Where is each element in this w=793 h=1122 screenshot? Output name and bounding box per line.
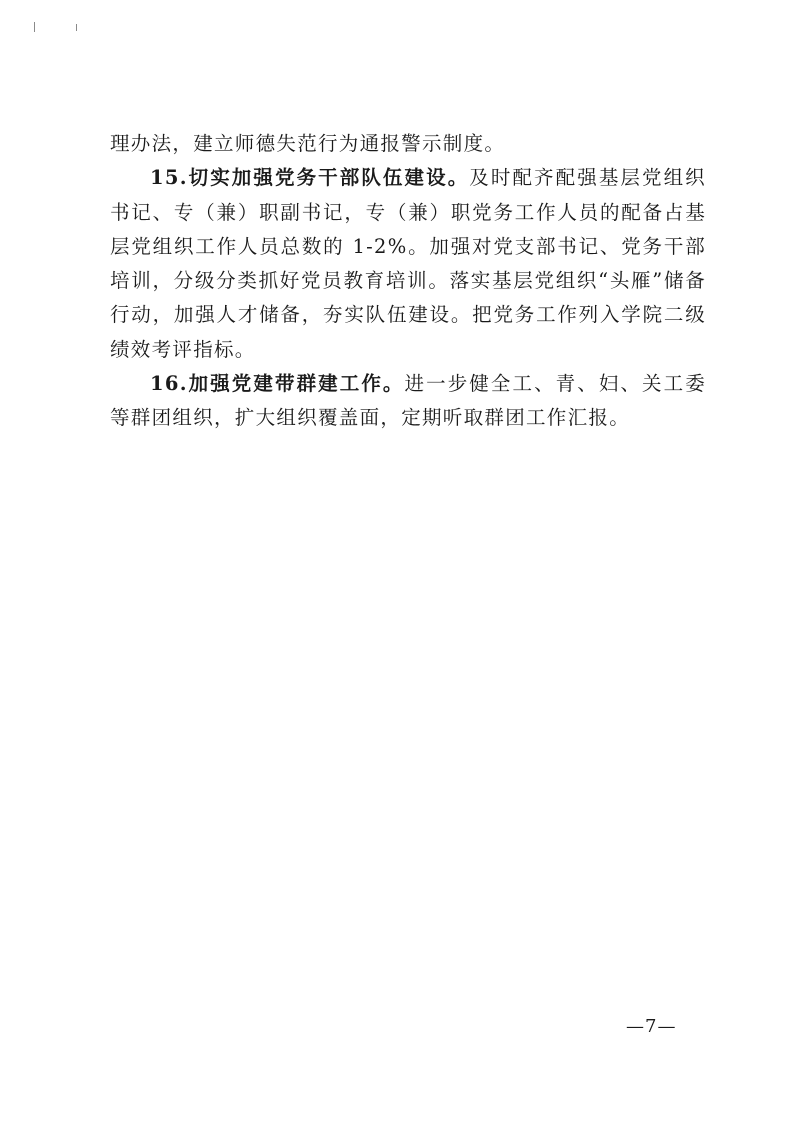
paragraph-text: 进一步健全工、青、妇、关工委等群团组织，扩大组织覆盖面，定期听取群团工作汇报。 bbox=[110, 372, 707, 430]
paragraph-heading: 16.加强党建带群建工作。 bbox=[150, 372, 405, 396]
paragraph-item-15 bbox=[110, 161, 706, 367]
scan-mark bbox=[76, 24, 77, 31]
paragraph-heading: 15.切实加强党务干部队伍建设。 bbox=[150, 166, 470, 190]
paragraph-text: 及时配齐配强基层党组织书记、专（兼）职副书记，专（兼）职党务工作人员的配备占基层党组织工作人员总数的 1-2%。加强对党支部书记、党务干部培训，分级分类抓好党员教育培训。落实基层党组织“头雁”储备行动，加强人才储备，夯实队伍建设。把党务工作列入学院二级绩效考评指标。 bbox=[110, 166, 706, 361]
body-text bbox=[110, 127, 706, 436]
paragraph-item-16 bbox=[110, 367, 706, 436]
paragraph-continuation bbox=[110, 127, 706, 161]
scan-mark bbox=[34, 22, 35, 32]
paragraph-text: 理办法，建立师德失范行为通报警示制度。 bbox=[110, 132, 506, 155]
page-number: —7— bbox=[626, 1016, 677, 1037]
